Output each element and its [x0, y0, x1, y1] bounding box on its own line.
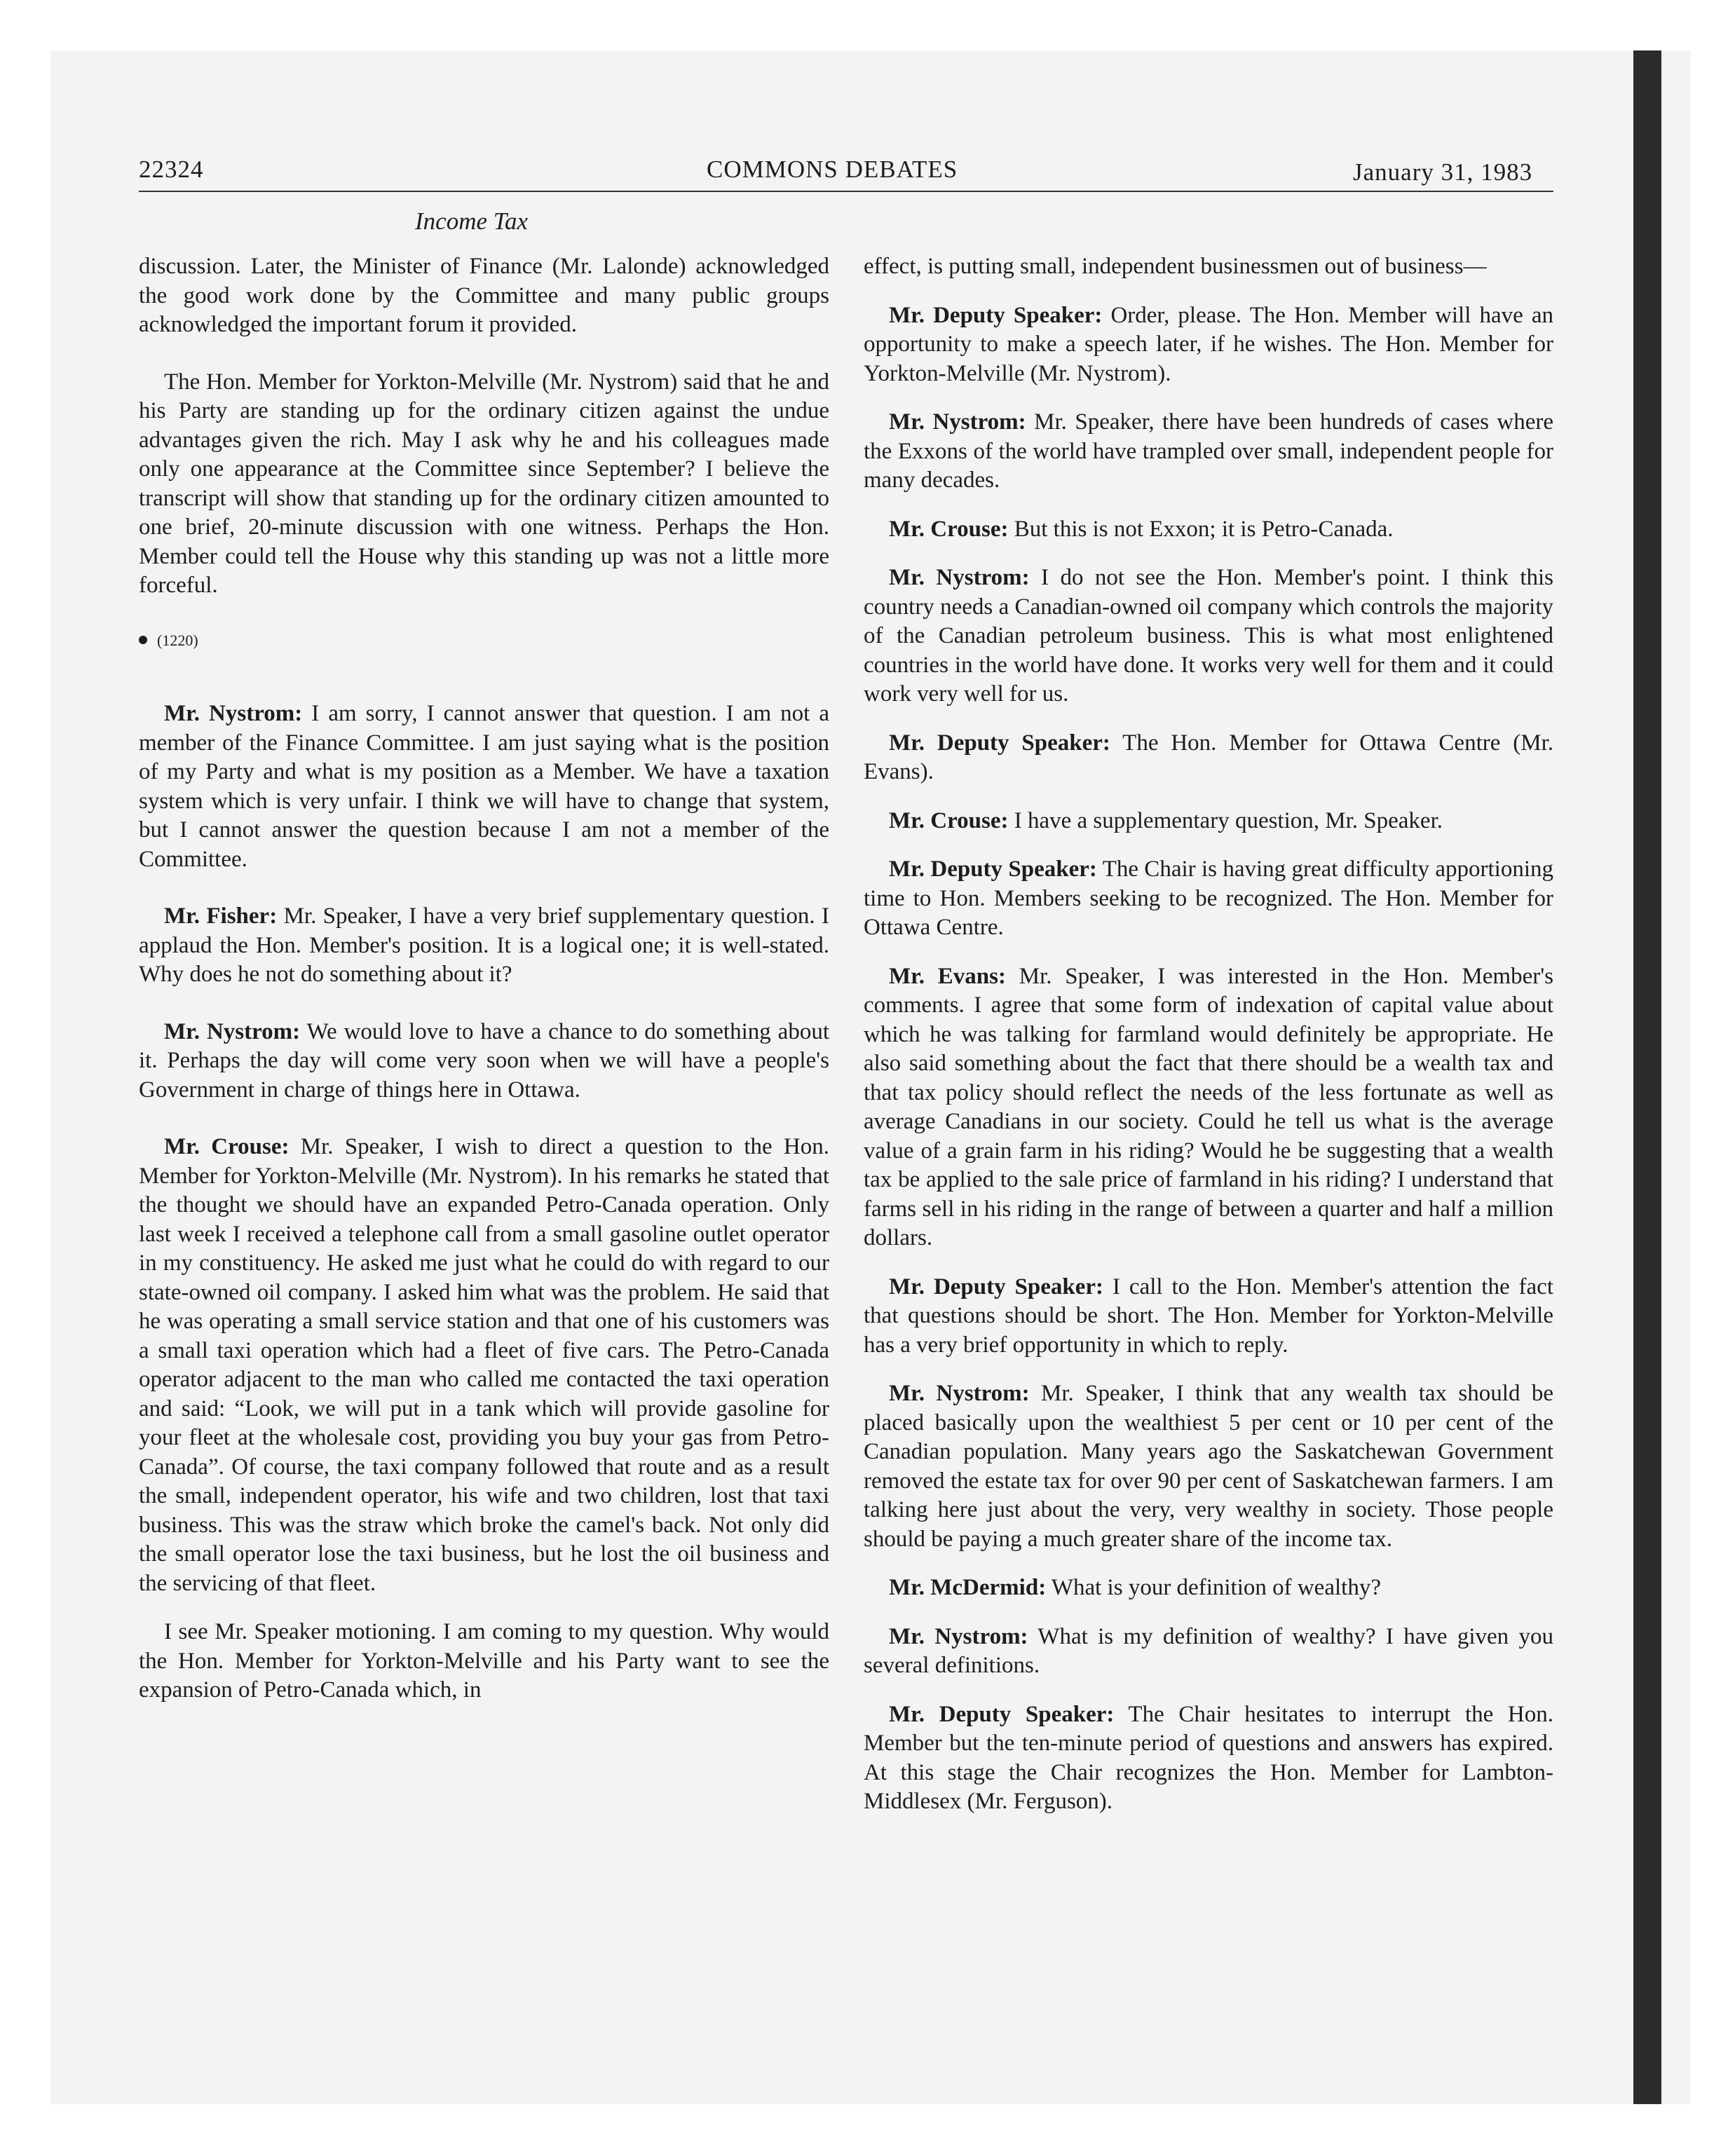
- speech: [864, 301, 1553, 389]
- speech-text: Mr. Speaker, I was interested in the Hon. Member's comments. I agree that some form of indexation of capital value about which he was talking for farmland would definitely be appropriate. He also said something about the fact that there should be a wealth tax and that tax policy should reflect the needs of the less fortunate as well as average Canadians in our society. Could he tell us what is the average value of a grain farm in his riding? Would he be suggesting that a wealth tax be applied to the sale price of farmland in his riding? I understand that farms sell in his riding in the range of between a quarter and half a million dollars.: [864, 963, 1553, 1250]
- speaker-name: Mr. Deputy Speaker:: [889, 1274, 1104, 1299]
- speech-text: Mr. Speaker, there have been hundreds of cases where the Exxons of the world have trampled over small, independent people for many decades.: [864, 409, 1553, 493]
- speech: [864, 855, 1553, 943]
- speaker-name: Mr. Nystrom:: [889, 1623, 1028, 1649]
- speaker-name: Mr. Nystrom:: [889, 1381, 1030, 1406]
- speaker-name: Mr. Deputy Speaker:: [889, 857, 1097, 882]
- speaker-name: Mr. Nystrom:: [164, 701, 303, 726]
- page-date: January 31, 1983: [1353, 158, 1533, 186]
- right-column: [864, 252, 1553, 1836]
- scan-edge-bar: [1633, 50, 1661, 2104]
- speaker-name: Mr. Crouse:: [889, 516, 1009, 542]
- speaker-name: Mr. Deputy Speaker:: [889, 730, 1110, 756]
- speaker-name: Mr. Deputy Speaker:: [889, 1701, 1115, 1727]
- speech-text: I am sorry, I cannot answer that question. I am not a member of the Finance Committee. I am just saying what is the position of my Party and what is my position as a Member. We have a taxation system which is very unfair. I think we will have to change that system, but I cannot answer the question because I am not a member of the Committee.: [139, 701, 830, 872]
- time-marker: [139, 626, 829, 655]
- speaker-name: Mr. Evans:: [889, 963, 1006, 989]
- speech-text: Order, please. The Hon. Member will have an opportunity to make a speech later, if he wishes. The Hon. Member for Yorkton-Melville (Mr. Nystrom).: [864, 302, 1554, 386]
- speech-text: What is your definition of wealthy?: [1051, 1575, 1381, 1600]
- speech: [864, 1623, 1553, 1681]
- speaker-name: Mr. Crouse:: [164, 1134, 290, 1159]
- speaker-name: Mr. McDermid:: [889, 1575, 1047, 1600]
- paragraph: The Hon. Member for Yorkton-Melville (Mr. Nystrom) said that he and his Party are standing up for the ordinary citizen against the undue advantages given the rich. May I ask why he and his colleagues made only one appearance at the Committee since September? I believe the transcript will show that standing up for the ordinary citizen amounted to one brief, 20-minute discussion with one witness. Perhaps the Hon. Member could tell the House why this standing up was not a little more forceful.: [139, 369, 829, 598]
- paragraph: effect, is putting small, independent businessmen out of business—: [864, 254, 1487, 279]
- left-column: [139, 252, 829, 1725]
- bullet-icon: [139, 636, 147, 644]
- speech: [864, 515, 1553, 545]
- speech: [139, 1018, 829, 1105]
- speech: [864, 1273, 1553, 1360]
- speech-text: The Chair hesitates to interrupt the Hon. Member but the ten-minute period of questions and answers has expired. At this stage the Chair recognizes the Hon. Member for Lambton-Middlesex (Mr. Ferguson).: [864, 1701, 1553, 1814]
- speech: [864, 1379, 1553, 1554]
- speaker-name: Mr. Crouse:: [889, 807, 1009, 833]
- speech: [864, 729, 1553, 787]
- speaker-name: Mr. Deputy Speaker:: [889, 302, 1103, 328]
- speech: [139, 902, 829, 990]
- speech-text: I have a supplementary question, Mr. Speaker.: [1014, 807, 1443, 833]
- speech-text: The Hon. Member for Ottawa Centre (Mr. Evans).: [864, 730, 1553, 784]
- speech: [139, 700, 829, 874]
- speech-text: Mr. Speaker, I have a very brief supplementary question. I applaud the Hon. Member's position. It is a logical one; it is well-stated. Why does he not do something about it?: [139, 903, 829, 987]
- speech-text: What is my definition of wealthy? I have given you several definitions.: [864, 1623, 1553, 1678]
- speaker-name: Mr. Nystrom:: [164, 1018, 301, 1044]
- speech-text: Mr. Speaker, I think that any wealth tax should be placed basically upon the wealthiest 5 per cent or 10 per cent of the Canadian population. Many years ago the Saskatchewan Government removed the estate tax for over 90 per cent of Saskatchewan farmers. I am talking here just about the very, very wealthy in society. Those people should be paying a much greater share of the income tax.: [864, 1381, 1553, 1552]
- header-rule: [139, 191, 1553, 192]
- paragraph: I see Mr. Speaker motioning. I am coming to my question. Why would the Hon. Member for Yorkton-Melville and his Party want to see the expansion of Petro-Canada which, in: [139, 1619, 829, 1703]
- speech-text: I call to the Hon. Member's attention the fact that questions should be short. The Hon. Member for Yorkton-Melville has a very brief opportunity in which to reply.: [864, 1274, 1553, 1358]
- speech: [864, 1700, 1553, 1817]
- speech-text: I do not see the Hon. Member's point. I think this country needs a Canadian-owned oil company which controls the majority of the Canadian petroleum business. This is what most enlightened countries in the world have done. It works very well for them and it could work very well for us.: [864, 565, 1554, 707]
- section-title: Income Tax: [415, 207, 529, 235]
- speech: [139, 1133, 829, 1598]
- speaker-name: Mr. Nystrom:: [889, 565, 1030, 590]
- speech-text: We would love to have a chance to do something about it. Perhaps the day will come very soon when we will have a people's Government in charge of things here in Ottawa.: [139, 1018, 829, 1103]
- speech-text: The Chair is having great difficulty apportioning time to Hon. Members seeking to be recognized. The Hon. Member for Ottawa Centre.: [864, 857, 1554, 940]
- speech: [864, 962, 1553, 1253]
- time-marker-label: (1220): [157, 631, 198, 649]
- speech-text: Mr. Speaker, I wish to direct a question to the Hon. Member for Yorkton-Melville (Mr. Nystrom). In his remarks he stated that the thought we should have an expanded Petro-Canada operation. Only last week I received a telephone call from a small gasoline outlet operator in my constituency. He asked me just what he could do with regard to our state-owned oil company. I asked him what was the problem. He said that he was operating a small service station and that one of his customers was a small taxi operation which had a fleet of five cars. The Petro-Canada operator adjacent to the man who called me contacted the taxi operation and said: “Look, we will put in a tank which will provide gasoline for your fleet at the wholesale cost, providing you buy your gas from Petro-Canada”. Of course, the taxi company followed that route and as a result the small, independent operator, his wife and two children, lost that taxi business. This was the straw which broke the camel's back. Not only did the small operator lose the taxi business, but he lost the oil business and the servicing of that fleet.: [139, 1134, 830, 1596]
- speech: [864, 564, 1553, 709]
- speaker-name: Mr. Nystrom:: [889, 409, 1026, 435]
- speech: [864, 1574, 1553, 1603]
- page-number: 22324: [139, 156, 204, 183]
- speech: [864, 408, 1553, 496]
- publication-title: COMMONS DEBATES: [707, 156, 958, 183]
- speech-text: But this is not Exxon; it is Petro-Canada.: [1014, 516, 1394, 542]
- speech: [864, 807, 1553, 836]
- speaker-name: Mr. Fisher:: [164, 903, 278, 929]
- paragraph: discussion. Later, the Minister of Finance (Mr. Lalonde) acknowledged the good work done by the Committee and many public groups acknowledged the important forum it provided.: [139, 254, 829, 337]
